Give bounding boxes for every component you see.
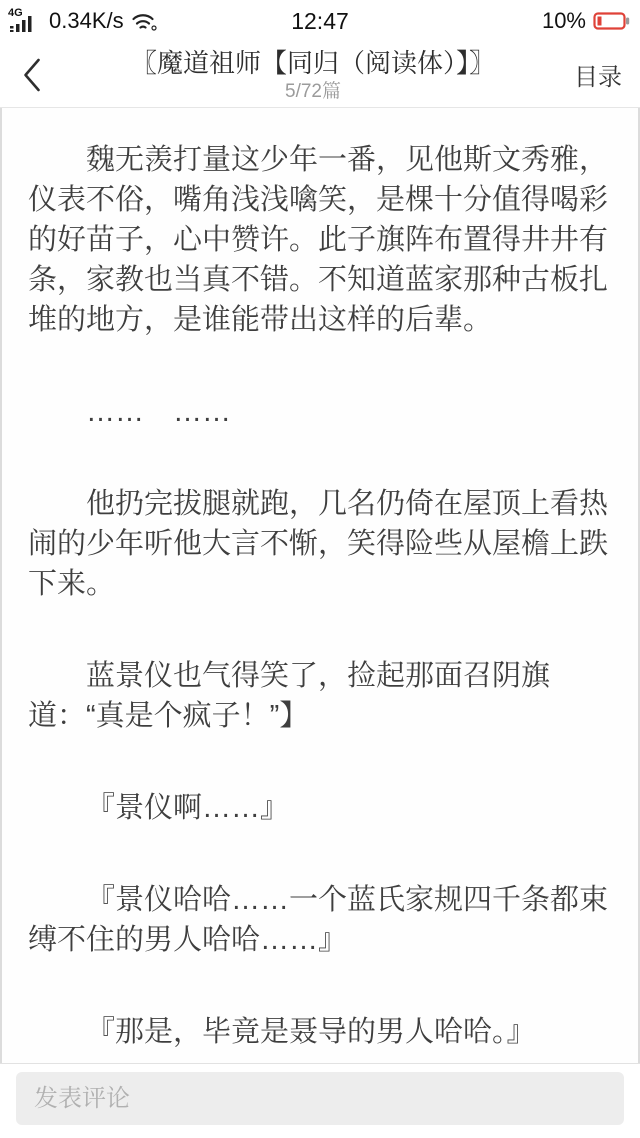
network-type-label: 4G [8, 7, 23, 19]
paragraph: 蓝景仪也气得笑了，捡起那面召阴旗道：“真是个疯子！”】 [28, 660, 551, 732]
chevron-left-icon [21, 57, 43, 93]
paragraph: 魏无羡打量这少年一番，见他斯文秀雅，仪表不俗，嘴角浅浅噙笑，是棵十分值得喝彩的好苗子，心中赞许。此子旗阵布置得井井有条，家教也当真不错。不知道蓝家那种古板扎堆的地方，是谁能带出这样的后辈。 [28, 144, 609, 336]
paragraph: 『景仪哈哈……一个蓝氏家规四千条都束缚不住的男人哈哈……』 [28, 884, 609, 956]
network-speed-label: 0.34K/s [49, 8, 124, 33]
paragraph: 『那是，毕竟是聂导的男人哈哈。』 [86, 1016, 536, 1048]
reader-header [0, 42, 640, 108]
comment-bar [0, 1063, 640, 1138]
reading-content[interactable] [0, 108, 640, 1063]
clock-time: 12:47 [291, 7, 349, 34]
chapter-title: 〖魔道祖师【同归（阅读体）】〗 [130, 47, 495, 78]
comment-input[interactable] [16, 1072, 624, 1125]
header-title-block [64, 47, 562, 103]
back-button[interactable] [0, 42, 64, 107]
battery-percent-label: 10% [541, 8, 586, 33]
chapter-progress: 5/72篇 [285, 80, 341, 102]
status-bar [0, 0, 640, 42]
paragraph: 他扔完拔腿就跑，几名仍倚在屋顶上看热闹的少年听他大言不惭，笑得险些从屋檐上跌下来。 [28, 488, 609, 600]
paragraph: 『景仪啊……』 [86, 792, 290, 824]
paragraph-ellipsis: …… …… [86, 396, 232, 428]
table-of-contents-button[interactable]: 目录 [574, 64, 622, 91]
